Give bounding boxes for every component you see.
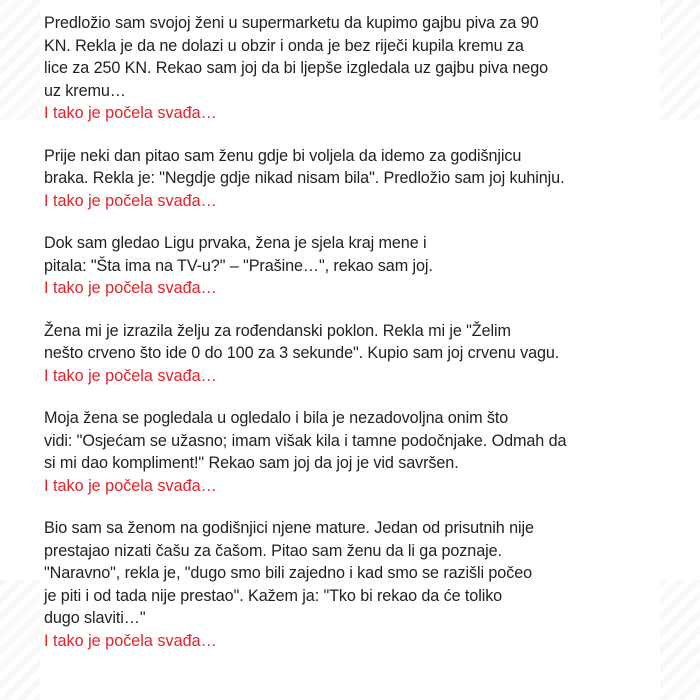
story-punchline: I tako je počela svađa… [44,191,217,210]
story-text: Žena mi je izrazila želju za rođendanski poklon. Rekla mi je "Želim nešto crveno što ide 0 do 100 za 3 sekunde". Kupio sam joj crvenu vagu. [44,321,560,362]
story-punchline: I tako je počela svađa… [44,104,217,122]
story-text: Predložio sam svojoj ženi u supermarketu da kupimo gajbu piva za 90 KN. Rekla je da ne dolazi u obzir i onda je bez riječi kupila kremu za lice za 250 KN. Rekao sam joj da bi ljepše izgledala uz gajbu piva nego uz kremu… [44,14,549,100]
story-item [44,232,644,300]
story-item [44,517,644,652]
story-text: Prije neki dan pitao sam ženu gdje bi voljela da idemo za godišnjicu braka. Rekla je: "Negdje gdje nikad nisam bila". Predložio sam joj kuhinju. [44,146,565,187]
story-punchline: I tako je počela svađa… [44,366,217,385]
story-item [44,145,644,213]
story-item [44,12,644,125]
story-text: Moja žena se pogledala u ogledalo i bila je nezadovoljna onim što vidi: "Osjećam se užasno; imam višak kila i tamne podočnjake. Odmah da si mi dao kompliment!" Rekao sam joj da joj je vid savršen. [44,409,567,472]
corner-watermark-strip [0,580,40,700]
story-text: Bio sam sa ženom na godišnjici njene mature. Jedan od prisutnih nije prestajao nizati čašu za čašom. Pitao sam ženu da li ga poznaje. "Naravno", rekla je, "dugo smo bili zajedno i kad smo se razišli počeo je piti i od tada nije prestao". Kažem ja: "Tko bi rekao da će toliko dugo slaviti…" [44,519,534,627]
corner-watermark-strip [660,0,700,120]
story-item [44,407,644,497]
story-punchline: I tako je počela svađa… [44,279,217,297]
story-punchline: I tako je počela svađa… [44,476,217,495]
corner-watermark-strip [0,0,40,120]
story-item [44,320,644,388]
story-punchline: I tako je počela svađa… [44,631,217,650]
stories-list [44,12,644,672]
story-text: Dok sam gledao Ligu prvaka, žena je sjela kraj mene i pitala: "Šta ima na TV-u?" – "Prašine…", rekao sam joj. [44,234,433,275]
corner-watermark-strip [660,580,700,700]
